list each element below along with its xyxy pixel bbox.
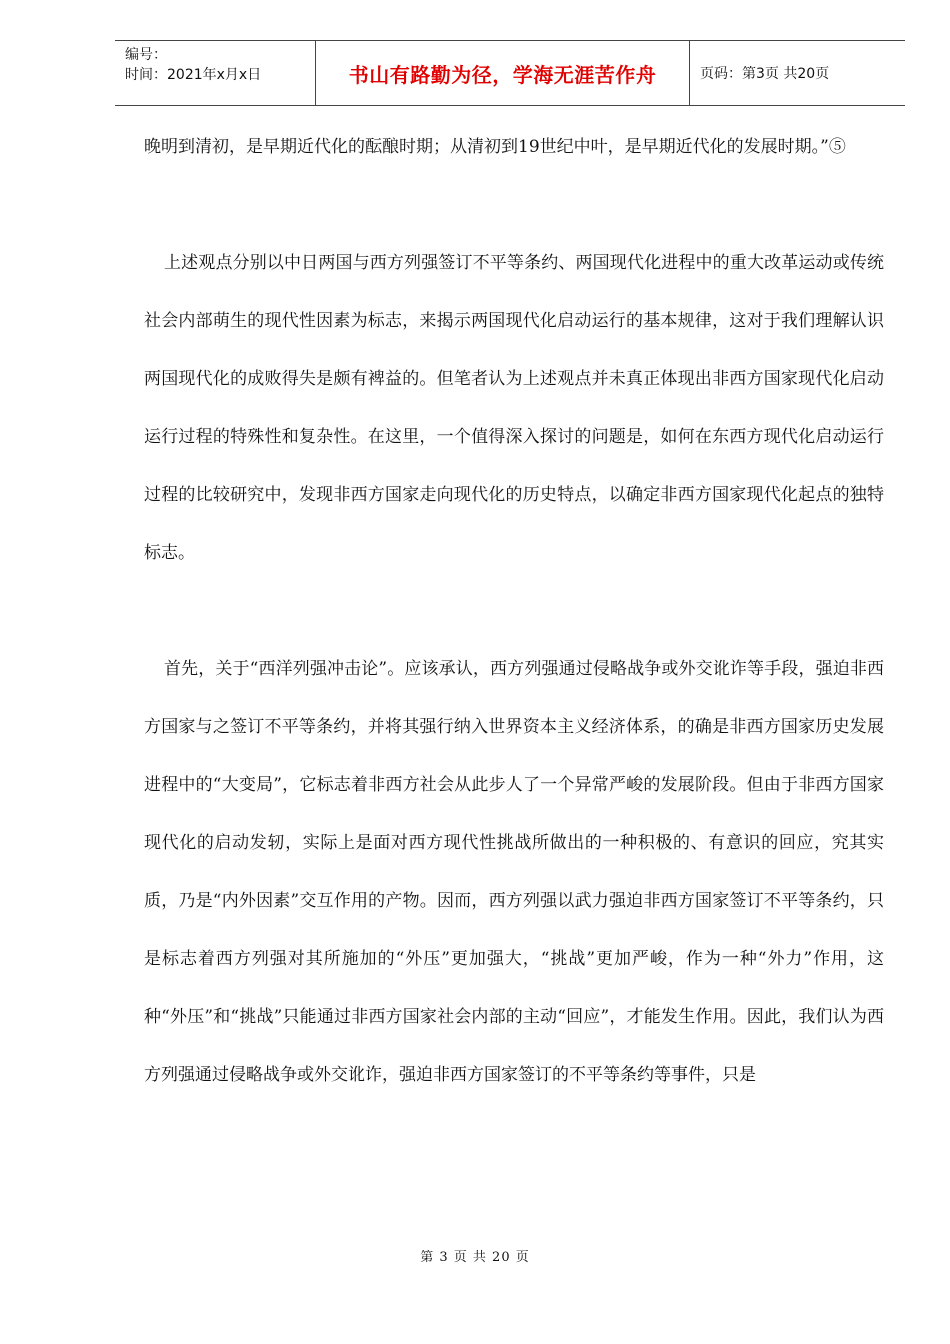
- paragraph: 首先，关于“西洋列强冲击论”。应该承认，西方列强通过侵略战争或外交讹诈等手段，强迫非西方国家与之签订不平等条约，并将其强行纳入世界资本主义经济体系，的确是非西方国家历史发展进程中的“大变局”，它标志着非西方社会从此步人了一个异常严峻的发展阶段。但由于非西方国家现代化的启动发轫，实际上是面对西方现代性挑战所做出的一种积极的、有意识的回应，究其实质，乃是“内外因素”交互作用的产物。因而，西方列强以武力强迫非西方国家签订不平等条约，只是标志着西方列强对其所施加的“外压”更加强大，“挑战”更加严峻，作为一种“外力”作用，这种“外压”和“挑战”只能通过非西方国家社会内部的主动“回应”，才能发生作用。因此，我们认为西方列强通过侵略战争或外交讹诈，强迫非西方国家签订的不平等条约等事件，只是: [144, 659, 884, 1085]
- header-motto: 书山有路勤为径，学海无涯苦作舟: [348, 62, 657, 87]
- page-footer: 第 3 页 共 20 页: [420, 1250, 530, 1265]
- header-motto-cell: [316, 41, 690, 105]
- document-number-label: 编号：: [125, 47, 167, 63]
- paragraph-gap: [144, 582, 884, 640]
- header-page-info-cell: [690, 41, 905, 105]
- header-page-info: 页码：第3页 共20页: [700, 66, 830, 82]
- paragraph-gap: [144, 176, 884, 234]
- document-body: [144, 118, 884, 1104]
- paragraph-continued: 晚明到清初，是早期近代化的酝酿时期；从清初到19世纪中叶，是早期近代化的发展时期。”⑤: [144, 137, 846, 157]
- paragraph: 上述观点分别以中日两国与西方列强签订不平等条约、两国现代化进程中的重大改革运动或传统社会内部萌生的现代性因素为标志，来揭示两国现代化启动运行的基本规律，这对于我们理解认识两国现代化的成败得失是颇有裨益的。但笔者认为上述观点并未真正体现出非西方国家现代化启动运行过程的特殊性和复杂性。在这里，一个值得深入探讨的问题是，如何在东西方现代化启动运行过程的比较研究中，发现非西方国家走向现代化的历史特点，以确定非西方国家现代化起点的独特标志。: [144, 253, 884, 563]
- page-header: [115, 40, 905, 106]
- document-time-label: 时间：2021年x月x日: [125, 67, 262, 83]
- header-meta: [115, 41, 316, 105]
